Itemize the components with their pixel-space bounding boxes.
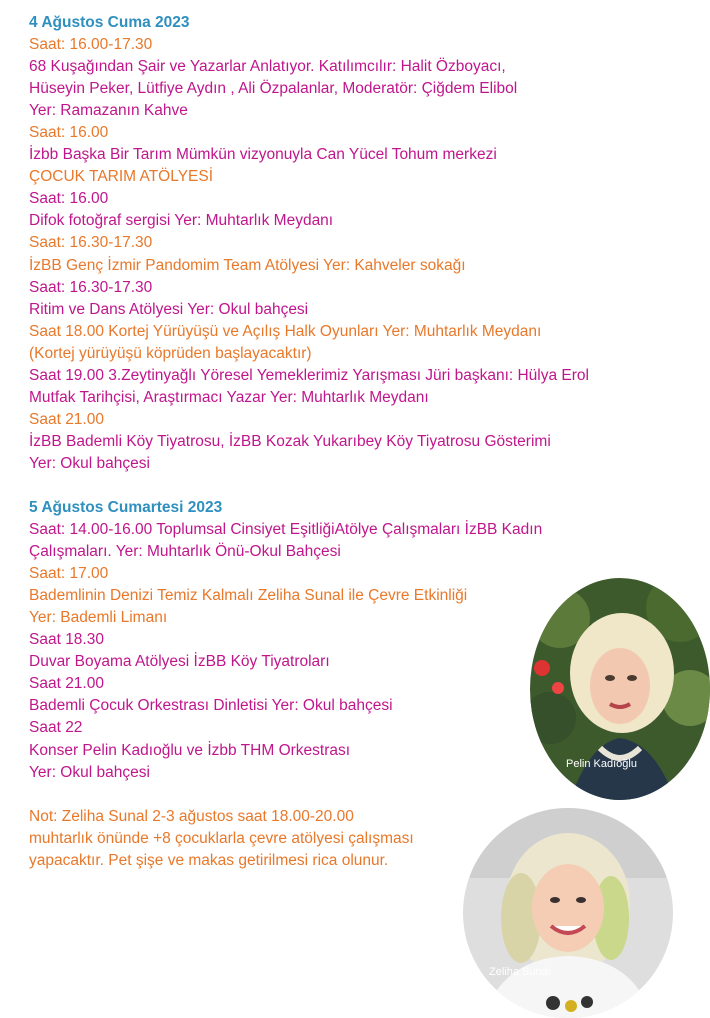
event-line: Ritim ve Dans Atölyesi Yer: Okul bahçesi [29,300,309,318]
event-line: İzbb Başka Bir Tarım Mümkün vizyonuyla Can Yücel Tohum merkezi [29,146,497,164]
pelin-caption: Pelin Kadıoğlu [566,758,637,770]
event-line: Saat 21.00 [29,410,104,428]
zeliha-caption: Zeliha Sunal [489,966,551,978]
event-line: Difok fotoğraf sergisi Yer: Muhtarlık Meydanı [29,212,334,230]
event-line: Hüseyin Peker, Lütfiye Aydın , Ali Özpalanlar, Moderatör: Çiğdem Elibol [29,80,518,98]
day2-heading: 5 Ağustos Cumartesi 2023 [29,498,223,516]
event-line: 68 Kuşağından Şair ve Yazarlar Anlatıyor. Katılımcılır: Halit Özboyacı, [29,58,506,76]
event-line: Saat 21.00 [29,675,104,693]
section-spacer [29,475,689,497]
event-line: Saat: 16.00 [29,190,109,208]
event-line: Yer: Okul bahçesi [29,454,150,472]
event-line: Saat: 16.30-17.30 [29,278,153,296]
event-line: İzBB Bademli Köy Tiyatrosu, İzBB Kozak Yukarıbey Köy Tiyatrosu Gösterimi [29,432,551,450]
day1-events [29,34,689,475]
event-line: Yer: Okul bahçesi [29,763,150,781]
event-line: Saat: 16.00-17.30 [29,36,153,54]
event-line: Not: Zeliha Sunal 2-3 ağustos saat 18.00-20.00 [29,807,354,825]
event-line: ÇOCUK TARIM ATÖLYESİ [29,168,214,186]
event-line: Bademli Çocuk Orkestrası Dinletisi Yer: Okul bahçesi [29,697,393,715]
event-line: Saat 22 [29,719,83,737]
event-line: Çalışmaları. Yer: Muhtarlık Önü-Okul Bahçesi [29,543,341,561]
event-line: Konser Pelin Kadıoğlu ve İzbb THM Orkestrası [29,741,351,759]
event-line: Yer: Bademli Limanı [29,609,168,627]
event-line: Saat 18.30 [29,631,104,649]
event-line: İzBB Genç İzmir Pandomim Team Atölyesi Yer: Kahveler sokağı [29,256,466,274]
event-line: Duvar Boyama Atölyesi İzBB Köy Tiyatroları [29,653,330,671]
pelin-kadioglu-photo [530,578,710,800]
event-line: Bademlinin Denizi Temiz Kalmalı Zeliha Sunal ile Çevre Etkinliği [29,587,468,605]
event-line: muhtarlık önünde +8 çocuklarla çevre atölyesi çalışması [29,829,414,847]
event-line: Mutfak Tarihçisi, Araştırmacı Yazar Yer: Muhtarlık Meydanı [29,388,429,406]
event-line: yapacaktır. Pet şişe ve makas getirilmesi rica olunur. [29,851,389,869]
event-line: Saat: 16.30-17.30 [29,234,153,252]
event-line: (Kortej yürüyüşü köprüden başlayacaktır) [29,344,312,362]
event-line: Saat: 14.00-16.00 Toplumsal Cinsiyet EşitliğiAtölye Çalışmaları İzBB Kadın [29,521,543,539]
event-line: Yer: Ramazanın Kahve [29,102,188,120]
day1-heading: 4 Ağustos Cuma 2023 [29,14,190,31]
event-line: Saat 19.00 3.Zeytinyağlı Yöresel Yemeklerimiz Yarışması Jüri başkanı: Hülya Erol [29,366,589,384]
zeliha-sunal-photo [463,808,673,1018]
event-line: Saat 18.00 Kortej Yürüyüşü ve Açılış Halk Oyunları Yer: Muhtarlık Meydanı [29,322,542,340]
event-line: Saat: 17.00 [29,565,109,583]
event-line: Saat: 16.00 [29,124,109,142]
